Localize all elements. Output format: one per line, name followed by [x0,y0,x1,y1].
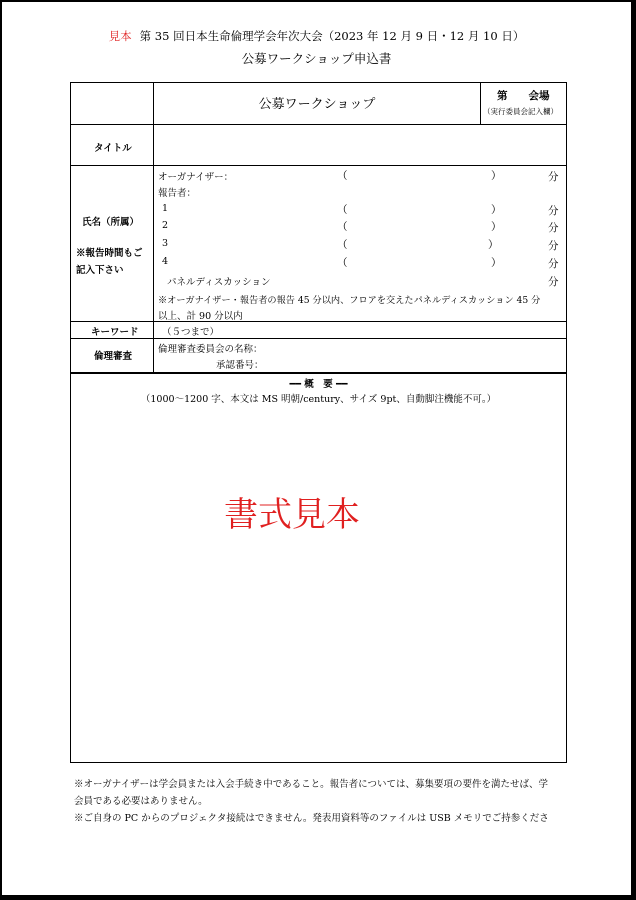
close-paren: ） [491,257,502,269]
row-divider [70,321,567,322]
title-label: タイトル [94,143,132,154]
summary-divider [70,372,567,374]
venue-label: 第 会場 [497,90,550,102]
row-divider [70,165,567,166]
minute-unit: 分 [548,240,559,252]
row-divider [70,124,567,125]
reporter-number: 2 [162,220,169,231]
organizer-label: オーガナイザー： [158,172,234,183]
open-paren: （ [337,239,348,251]
sample-stamp: 書式見本 [224,495,360,535]
sample-mark: 見本 [108,29,132,43]
panel-label: パネルディスカッション [167,277,271,288]
reporters-label: 報告者： [158,188,197,199]
reporter-number: 1 [162,203,169,214]
name-note-2: 記入下さい [76,265,124,276]
name-label: 氏名（所属） [82,217,140,228]
minute-unit: 分 [548,222,559,234]
summary-heading: ━━ 概 要 ━━ [289,379,348,390]
workshop-heading: 公募ワークショップ [258,97,376,112]
venue-divider [480,82,481,124]
ethics-number-label: 承認番号： [216,360,264,371]
open-paren: （ [337,170,348,182]
footer-note-1a: ※オーガナイザーは学会員または入会手続き中であること。報告者については、募集要項の要件を満たせば、学 [74,779,548,790]
ethics-committee-label: 倫理審査委員会の名称： [158,344,263,355]
open-paren: （ [337,257,348,269]
time-note-1: ※オーガナイザー・報告者の報告 45 分以内、フロアを交えたパネルディスカッション 45 分 [158,295,541,306]
close-paren: ） [491,170,502,182]
minute-unit: 分 [548,276,559,288]
venue-note: （実行委員会記入欄） [483,107,558,116]
keyword-hint: （５つまで） [162,327,220,338]
minute-unit: 分 [548,258,559,270]
close-paren: ） [491,221,502,233]
form-page [2,2,631,895]
title-input[interactable] [158,128,561,162]
open-paren: （ [337,204,348,216]
form-subtitle: 公募ワークショップ申込書 [241,51,392,66]
name-note-1: ※報告時間もご [76,248,143,259]
ethics-label: 倫理審査 [94,351,133,362]
summary-input[interactable] [74,407,563,759]
header-line [2,28,631,44]
close-paren: ） [488,239,499,251]
minute-unit: 分 [548,171,559,183]
time-note-2: 以上、計 90 分以内 [158,311,243,322]
footer-note-1b: 会員である必要はありません。 [74,796,208,807]
row-divider [70,338,567,339]
close-paren: ） [491,204,502,216]
conference-title: 第 35 回日本生命倫理学会年次大会（2023 年 12 月 9 日・12 月 10 日） [139,29,525,43]
keyword-label: キーワード [91,327,139,338]
open-paren: （ [337,221,348,233]
summary-hint: （1000〜1200 字、本文は MS 明朝/century、サイズ 9pt、自動脚注機能不可。） [140,394,497,405]
column-divider [153,82,154,372]
reporter-number: 3 [162,238,169,249]
minute-unit: 分 [548,205,559,217]
reporter-number: 4 [162,256,169,267]
footer-note-2: ※ご自身の PC からのプロジェクタ接続はできません。発表用資料等のファイルは USB メモリでご持参くださ [74,813,549,824]
